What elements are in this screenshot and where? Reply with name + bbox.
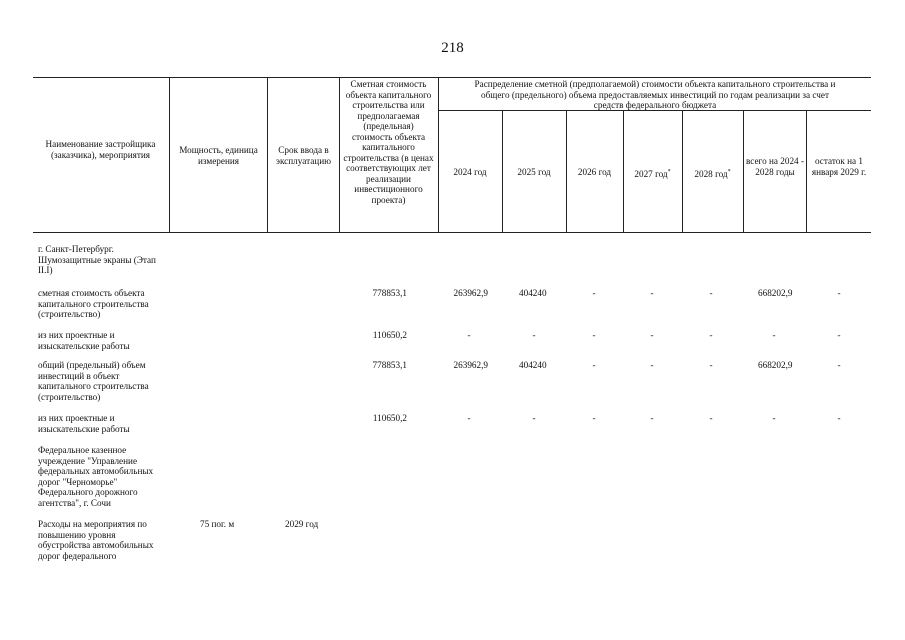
cell-total: - <box>772 413 776 423</box>
header-estimated-cost: Сметная стоимость объекта капитального строительства или предполагаемая (предельная) стоимость объекта капитального строительства (в ценах соответствующих лет реализации инвестиционного проекта) <box>343 79 434 205</box>
cell-2027: - <box>650 330 654 340</box>
cell-2026: - <box>592 330 596 340</box>
cell-2026: - <box>592 360 596 370</box>
header-year-2025: 2025 год <box>517 167 551 177</box>
header-name: Наименование застройщика (заказчика), мероприятия <box>45 139 156 160</box>
year-column-divider <box>502 110 503 232</box>
header-year-2024: 2024 год <box>453 167 487 177</box>
table-top-border <box>33 77 871 78</box>
cell-2027: - <box>650 288 654 298</box>
header-total: всего на 2024 - 2028 годы <box>746 156 805 177</box>
page-number: 218 <box>441 40 464 56</box>
cell-commissioning: 2029 год <box>285 519 319 529</box>
header-bottom-border <box>33 232 871 233</box>
row-label: сметная стоимость объекта капитального строительства (строительство) <box>38 288 149 319</box>
cell-remainder: - <box>837 330 841 340</box>
cell-total: 668202,9 <box>758 360 793 370</box>
cell-cost: 778853,1 <box>372 288 407 298</box>
cell-total: - <box>772 330 776 340</box>
cell-cost: 110650,2 <box>372 413 407 423</box>
header-year-2026: 2026 год <box>577 167 612 177</box>
cell-2025: - <box>532 330 536 340</box>
year-column-divider <box>682 110 683 232</box>
cell-remainder: - <box>837 413 841 423</box>
column-divider <box>169 77 170 232</box>
row-label: из них проектные и изыскательские работы <box>38 413 130 434</box>
header-commissioning: Срок ввода в эксплуатацию <box>276 145 331 166</box>
cell-capacity: 75 пог. м <box>200 519 235 529</box>
cell-cost: 110650,2 <box>372 330 407 340</box>
column-divider <box>438 77 439 232</box>
cell-2025: - <box>532 413 536 423</box>
year-column-divider <box>806 110 807 232</box>
cell-2028: - <box>709 288 713 298</box>
header-distribution: Распределение сметной (предполагаемой) стоимости объекта капитального строительства и общего (предельного) объема предоставляемых инвестиций по годам реализации за счет средств федерального бюджета <box>474 79 836 110</box>
cell-2028: - <box>709 360 713 370</box>
cell-2027: - <box>650 413 654 423</box>
cell-2024: - <box>467 330 471 340</box>
row-label: из них проектные и изыскательские работы <box>38 330 130 351</box>
header-remainder: остаток на 1 января 2029 г. <box>811 156 867 177</box>
cell-2025: 404240 <box>519 360 547 370</box>
header-year-2027 <box>625 167 680 180</box>
cell-2025: 404240 <box>519 288 547 298</box>
year-column-divider <box>566 110 567 232</box>
header-year-2028 <box>684 167 741 180</box>
cell-2024: - <box>467 413 471 423</box>
row-label: Федеральное казенное учреждение "Управление федеральных автомобильных дорог "Черноморье" Федерального дорожного агентства", г. Сочи <box>38 445 154 508</box>
header-capacity: Мощность, единица измерения <box>179 145 258 166</box>
cell-remainder: - <box>837 360 841 370</box>
footnote-mark: * <box>667 169 671 175</box>
row-label: г. Санкт-Петербург. Шумозащитные экраны (Этап II.I) <box>38 244 156 275</box>
cell-cost: 778853,1 <box>372 360 407 370</box>
footnote-mark: * <box>727 169 731 175</box>
year-column-divider <box>743 110 744 232</box>
cell-2027: - <box>650 360 654 370</box>
cell-2026: - <box>592 288 596 298</box>
row-label: Расходы на мероприятия по повышению уровня обустройства автомобильных дорог федерального <box>38 519 154 561</box>
cell-2026: - <box>592 413 596 423</box>
cell-2028: - <box>709 413 713 423</box>
column-divider <box>339 77 340 232</box>
cell-total: 668202,9 <box>758 288 793 298</box>
row-label: общий (предельный) объем инвестиций в объект капитального строительства (строительство) <box>38 360 149 402</box>
cell-2024: 263962,9 <box>453 288 488 298</box>
cell-2028: - <box>709 330 713 340</box>
year-column-divider <box>623 110 624 232</box>
column-divider <box>267 77 268 232</box>
cell-remainder: - <box>837 288 841 298</box>
cell-2024: 263962,9 <box>453 360 488 370</box>
year-2028-label: 2028 год <box>694 169 728 180</box>
year-2027-label: 2027 год <box>634 169 668 180</box>
